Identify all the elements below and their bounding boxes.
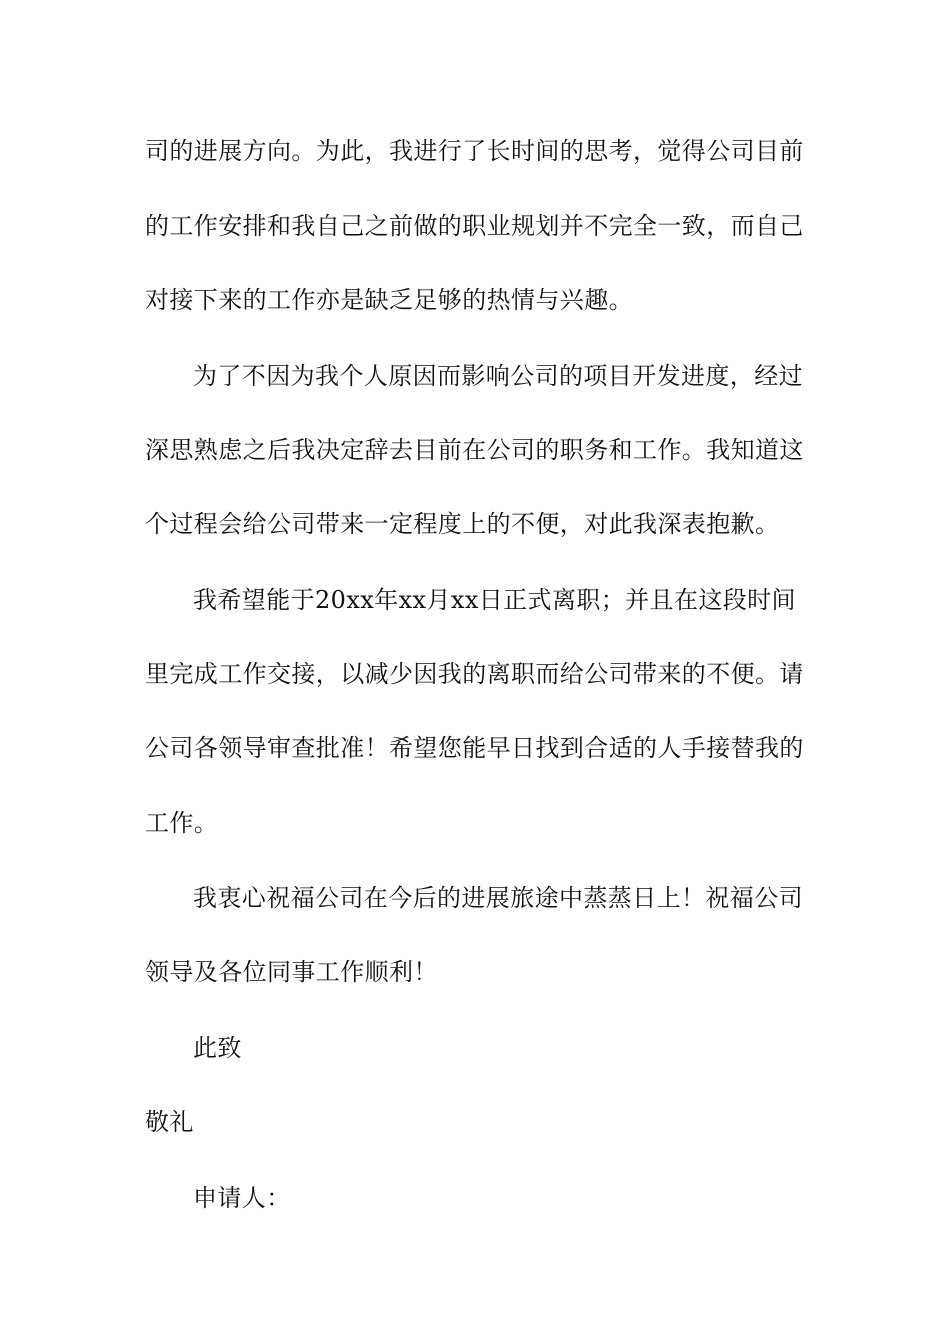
paragraph-1-line-2: 的工作安排和我自己之前做的职业规划并不完全一致，而自己: [145, 212, 804, 240]
closing-regards: 敬礼: [145, 1108, 194, 1136]
paragraph-4-line-2: 领导及各位同事工作顺利！: [145, 958, 438, 986]
applicant-label: 申请人：: [193, 1184, 291, 1212]
paragraph-1-line-3: 对接下来的工作亦是缺乏足够的热情与兴趣。: [145, 286, 633, 314]
paragraph-2-line-3: 个过程会给公司带来一定程度上的不便，对此我深表抱歉。: [145, 510, 780, 538]
paragraph-2-line-1: 为了不因为我个人原因而影响公司的项目开发进度，经过: [193, 362, 803, 390]
paragraph-4-line-1: 我衷心祝福公司在今后的进展旅途中蒸蒸日上！祝福公司: [193, 884, 803, 912]
paragraph-3-line-2: 里完成工作交接，以减少因我的离职而给公司带来的不便。请: [145, 660, 804, 688]
closing-salutation: 此致: [193, 1034, 242, 1062]
paragraph-1-line-1: 司的进展方向。为此，我进行了长时间的思考，觉得公司目前: [145, 137, 804, 165]
paragraph-2-line-2: 深思熟虑之后我决定辞去目前在公司的职务和工作。我知道这: [145, 436, 804, 464]
paragraph-3-line-1: 我希望能于20xx年xx月xx日正式离职；并且在这段时间: [193, 586, 796, 614]
paragraph-3-line-3: 公司各领导审查批准！希望您能早日找到合适的人手接替我的: [145, 734, 804, 762]
paragraph-3-line-4: 工作。: [145, 809, 219, 837]
